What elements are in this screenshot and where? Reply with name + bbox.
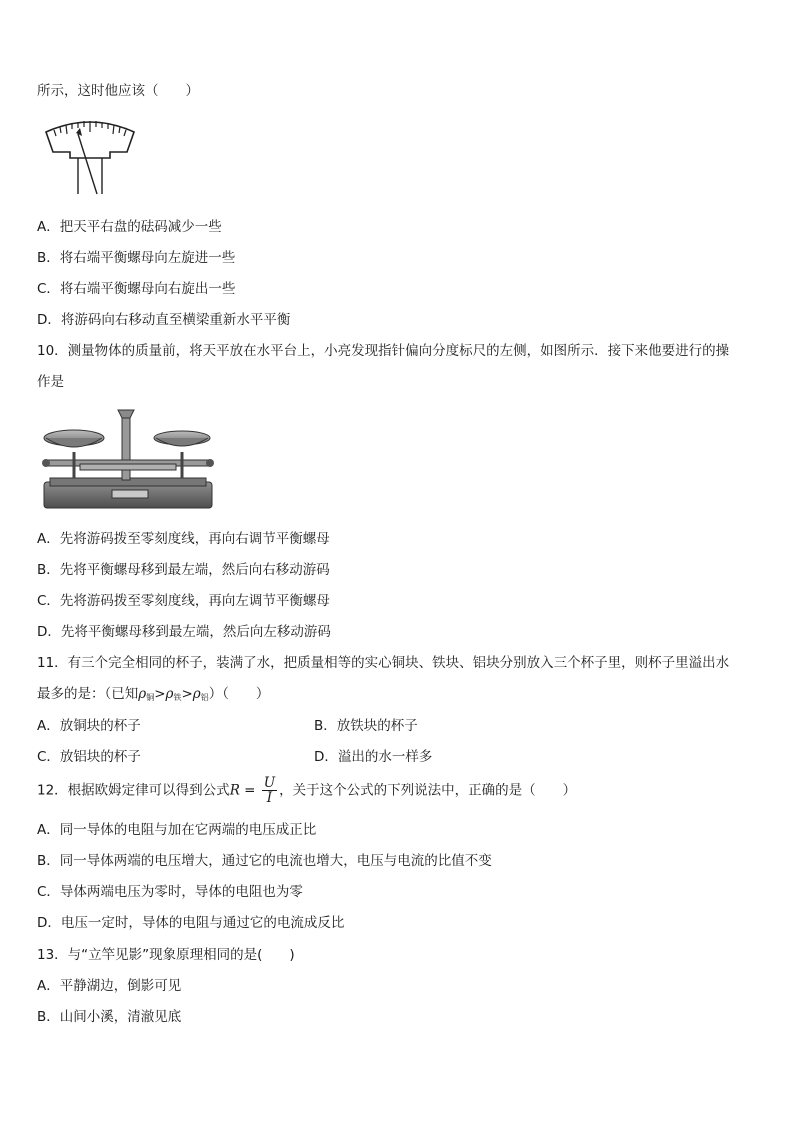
greater-than-1: > <box>154 686 166 702</box>
q9-option-a: A．把天平右盘的砝码减少一些 <box>37 219 222 235</box>
q10-stem-line2: 作是 <box>37 374 64 390</box>
q12-stem <box>37 776 576 805</box>
q10-option-c: C．先将游码拨至零刻度线，再向左调节平衡螺母 <box>37 593 330 609</box>
q12-option-d: D．电压一定时，导体的电阻与通过它的电流成反比 <box>37 915 345 931</box>
intro-text: 所示，这时他应该（ ） <box>37 83 199 99</box>
q11-option-b: B．放铁块的杯子 <box>314 718 418 734</box>
q10-stem-line1: 10．测量物体的质量前，将天平放在水平台上，小亮发现指针偏向分度标尺的左侧，如图所示．接下来他要进行的操 <box>37 343 730 359</box>
q9-option-c: C．将右端平衡螺母向右旋出一些 <box>37 281 236 297</box>
q12-option-c: C．导体两端电压为零时，导体的电阻也为零 <box>37 884 303 900</box>
q10-option-a: A．先将游码拨至零刻度线，再向右调节平衡螺母 <box>37 531 330 547</box>
q10-option-b: B．先将平衡螺母移到最左端，然后向右移动游码 <box>37 562 330 578</box>
q11-stem-line2 <box>37 685 269 707</box>
q12-stem-suffix: ，关于这个公式的下列说法中，正确的是（ ） <box>279 782 577 799</box>
q12-option-b: B．同一导体两端的电压增大，通过它的电流也增大，电压与电流的比值不变 <box>37 853 492 869</box>
formula-equals: = <box>239 782 260 799</box>
ohm-formula-fraction <box>262 776 277 805</box>
q11-stem-line1: 11．有三个完全相同的杯子，装满了水，把质量相等的实心铜块、铁块、铝块分别放入三个杯子里，则杯子里溢出水 <box>37 655 730 671</box>
q12-stem-prefix: 12．根据欧姆定律可以得到公式 <box>37 782 230 799</box>
q11-option-d: D．溢出的水一样多 <box>314 749 433 765</box>
formula-lhs: R <box>229 782 240 799</box>
rho-symbol: ρ <box>165 686 174 702</box>
pointer-needle <box>78 134 97 194</box>
q11-stem-prefix: 最多的是：（已知 <box>37 686 139 702</box>
q11-option-c: C．放铝块的杯子 <box>37 749 141 765</box>
q11-option-a: A．放铜块的杯子 <box>37 718 141 734</box>
q9-option-b: B．将右端平衡螺母向左旋进一些 <box>37 250 236 266</box>
rho-symbol: ρ <box>192 686 201 702</box>
formula-denominator: I <box>266 790 273 806</box>
scale-ticks <box>54 121 126 136</box>
subscript-aluminum: 铝 <box>200 693 209 702</box>
q12-option-a: A．同一导体的电阻与加在它两端的电压成正比 <box>37 822 317 838</box>
subscript-copper: 铜 <box>146 693 155 702</box>
rho-symbol: ρ <box>138 686 147 702</box>
balance-figure <box>40 404 218 512</box>
q13-option-a: A．平静湖边，倒影可见 <box>37 978 182 994</box>
q13-stem: 13．与“立竿见影”现象原理相同的是( ) <box>37 947 295 963</box>
greater-than-2: > <box>181 686 193 702</box>
subscript-iron: 铁 <box>173 693 182 702</box>
q10-option-d: D．先将平衡螺母移到最左端，然后向左移动游码 <box>37 624 331 640</box>
balance-scale-dial-figure <box>40 114 140 196</box>
q13-option-b: B．山间小溪，清澈见底 <box>37 1009 182 1025</box>
q9-option-d: D．将游码向右移动直至横梁重新水平平衡 <box>37 312 291 328</box>
formula-numerator: U <box>263 775 276 791</box>
q11-stem-suffix: ）（ ） <box>208 686 270 702</box>
